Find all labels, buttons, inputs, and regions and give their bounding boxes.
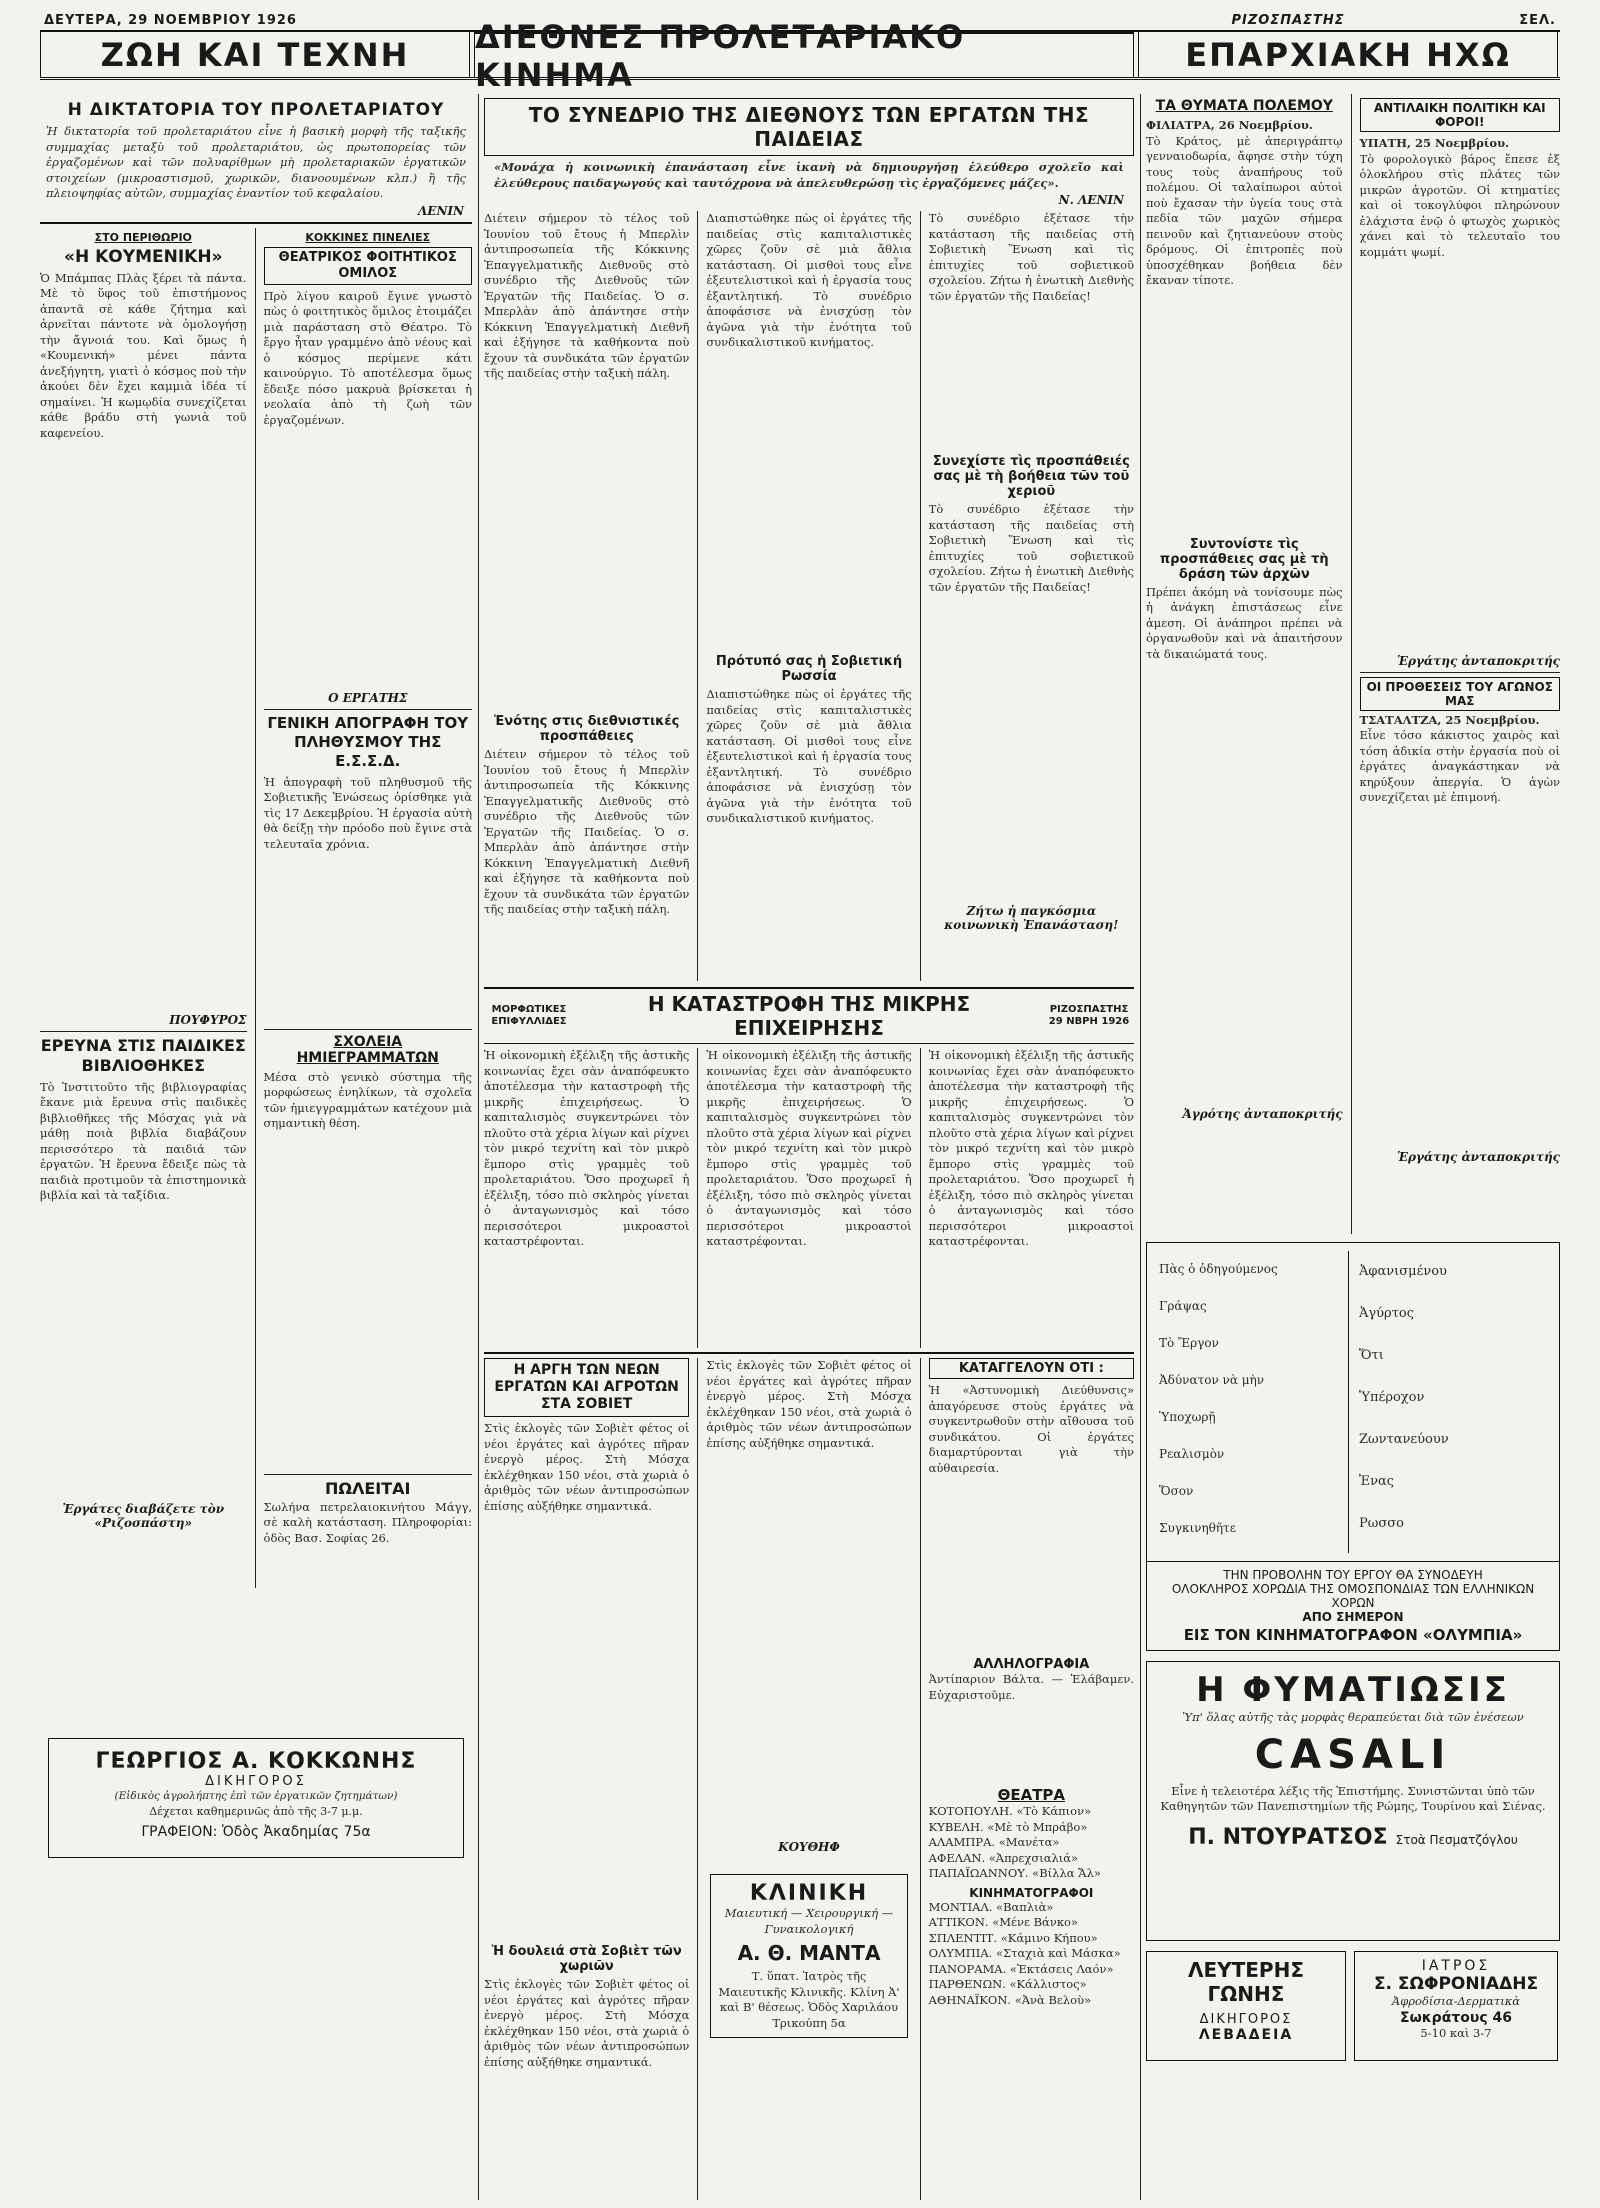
text-youth-soviets: Στὶς ἐκλογὲς τῶν Σοβιὲτ φέτος οἱ νέοι ἐργάτες καὶ ἀγρότες πῆραν ἐνεργὸ μέρος. Στὴ Μόσχα ἐκλέχθηκαν 150 νέοι, στὰ χωριὰ ὁ ἀριθμὸς τῶν νέων ἀντιπροσώπων ἐπίσης αὐξήθηκε σημαντικά. <box>484 1421 690 1513</box>
title-for-sale: ΠΩΛΕΙΤΑΙ <box>325 1478 411 1498</box>
headline-youth-soviets: Η ΑΡΓΗ ΤΩΝ ΝΕΩΝ ΕΡΓΑΤΩΝ ΚΑΙ ΑΓΡΟΤΩΝ ΣΤΑ ΣΟΒΙΕΤ <box>484 1358 689 1417</box>
masthead-proletarian-movement: ΔΙΕΘΝΕΣ ΠΡΟΛΕΤΑΡΙΑΚΟ ΚΙΝΗΜΑ <box>474 32 1134 77</box>
quote-signature: ΛΕΝΙΝ <box>417 203 464 218</box>
tb-title: Η ΦΥΜΑΤΙΩΣΙΣ <box>1196 1670 1510 1710</box>
dateline-tsataltza: ΤΣΑΤΑΛΤΖΑ, 25 Νοεμβρίου. <box>1359 712 1540 727</box>
crisis-text-c: Ἡ οἰκονομικὴ ἐξέλιξη τῆς ἀστικῆς κοινωνίας ἔχει σὰν ἀναπόφευκτο ἀποτέλεσμα τὴν καταστροφὴ τῆς μικρῆς ἐπιχειρήσεως. Ὁ καπιταλισμὸς συγκεντρώνει τὸν πλοῦτο στὰ χέρια λίγων καὶ ρίχνει τὸν μικρό τεχνίτη καὶ τὸν μικρὸ ἔμπορο στὶς γραμμὲς τοῦ προλεταριάτου. Ὅσο προχωρεῖ ἡ ἐξέλιξη, τόσο πιὸ σκληρὸς γίνεται ὁ ἀνταγωνισμὸς καὶ τόσο περισσότεροι μικροαστοὶ καταστρέφονται. <box>928 1048 1134 1248</box>
col1-right <box>264 228 472 1588</box>
lawyer-ad-kokkonis <box>48 1738 464 1858</box>
divider <box>1360 672 1560 673</box>
lawyer-city: ΛΕΒΑΔΕΙΑ <box>1198 2027 1294 2043</box>
signature-worker: Ο ΕΡΓΑΤΗΣ <box>328 690 408 705</box>
cinema-item: ΠΑΝΟΡΑΜΑ. «Ἐκτάσεις Λαόν» <box>928 1961 1114 1976</box>
doctor-role: ΙΑΤΡΟΣ <box>1421 1958 1491 1974</box>
youth-subhead: Ἡ δουλειά στὰ Σοβιὲτ τῶν χωριῶν <box>491 1944 682 1974</box>
newspaper-page <box>40 10 1560 2200</box>
headline-small-business: Η ΚΑΤΑΣΤΡΟΦΗ ΤΗΣ ΜΙΚΡΗΣ ΕΠΙΧΕΙΡΗΣΗΣ <box>647 992 971 1040</box>
section-international <box>484 94 1134 2200</box>
theatre-item: ΑΦΕΛΑΝ. «Ἀπρεχσιαλιά» <box>928 1850 1079 1865</box>
text-war-victims: Τὸ Κράτος, μὲ ἀπεριγράπτῳ γενναιοδωρία, ἄφησε στὴν τύχη τους τοὺς ἀναπήρους τοῦ πολέμου. Οἱ ταλαίπωροι αὐτοὶ ποὺ ἔχασαν τὴν ὑγεία τους στὰ πεδία τῶν μαχῶν σήμερα πεινοῦν καὶ ζητιανεύουν στοὺς δρόμους. Οἱ ἐπιτροπὲς ποὺ ὑποσχέθηκαν βοήθεια δὲν ἔκαναν τίποτε. <box>1146 133 1343 287</box>
poster-line: Γράψας <box>1159 1299 1207 1313</box>
ad-note: (Εἰδικὸς ἀγρολήπτης ἐπὶ τῶν ἐργατικῶν ζητημάτων) <box>114 1789 398 1802</box>
poster-line: Ὑποχωρῇ <box>1159 1410 1216 1424</box>
vertical-rule <box>920 211 921 981</box>
title-koumeniki: «Η ΚΟΥΜΕΝΙΚΗ» <box>64 246 223 267</box>
congress-col-c <box>929 211 1134 981</box>
doctor-ad <box>1354 1951 1558 2061</box>
tb-dist-address: Στοὰ Πεσματζόγλου <box>1395 1832 1518 1847</box>
poster-left <box>1159 1251 1349 1553</box>
tb-distributor <box>1155 1825 1551 1850</box>
poster-line: Ρωσσο <box>1359 1516 1404 1531</box>
theatre-list <box>929 1804 1134 1882</box>
vertical-rule <box>478 94 479 2200</box>
lower-middle <box>484 1358 1134 2200</box>
text-denounce: Ἡ «Ἀστυνομικὴ Διεύθυνσις» ἀπαγόρευσε στοὺς ἐργάτες νὰ συγκεντρωθοῦν στὴν αἴθουσα τοῦ συνδικάτου. Οἱ ἐργάτες διαμαρτύρονται γιὰ τὴν αὐθαιρεσία. <box>928 1383 1134 1475</box>
text-census: Ἡ ἀπογραφὴ τοῦ πληθυσμοῦ τῆς Σοβιετικῆς Ἑνώσεως ὁρίσθηκε γιὰ τὶς 17 Δεκεμβρίου. Ἡ ἐργασία αὐτὴ θὰ δείξῃ τὴν πρόοδο ποὺ ἔγινε στὰ τελευταῖα χρόνια. <box>263 774 472 851</box>
subhead-margin: ΣΤΟ ΠΕΡΙΘΩΡΙΟ <box>94 230 192 244</box>
crisis-label-left: ΜΟΡΦΩΤΙΚΕΣ ΕΠΙΦΥΛΛΙΔΕΣ <box>491 1004 567 1027</box>
cinema-item: ΜΟΝΤΙΑΛ. «Βαπλιὰ» <box>928 1899 1054 1914</box>
poster-line: Ὅτι <box>1359 1348 1384 1363</box>
congress-body <box>484 211 1134 981</box>
headline-cinemas: ΚΙΝΗΜΑΤΟΓΡΑΦΟΙ <box>969 1885 1094 1900</box>
congress-subhead-a: Ἑνότης στις διεθνιστικές προσπάθειες <box>493 714 680 744</box>
cinema-item: ΣΠΛΕΝΤΙΤ. «Κάμινο Κήπου» <box>928 1930 1098 1945</box>
ad-office: ΓΡΑΦΕΙΟΝ: Ὁδὸς Ἀκαδημίας 75α <box>141 1823 371 1840</box>
poster-line: Συγκινηθῆτε <box>1159 1521 1236 1535</box>
clinic-doctor: Α. Θ. ΜΑΝΤΑ <box>737 1941 881 1965</box>
congress-epigraph: «Μονάχα ἡ κοινωνικὴ ἐπανάσταση εἶνε ἱκανὴ νὰ δημιουργήσῃ ἐλεύθερο σχολεῖο καὶ ἐλεύθερους παιδαγωγούς καὶ ταυτόχρονα νὰ ἀπελευθερώσῃ τὶς ἐργαζόμενες μάζες». <box>494 160 1124 190</box>
congress-subhead-c: Συνεχίστε τὶς προσπάθειές σας μὲ τὴ βοήθεια τῶν τοῦ χεριοῦ <box>932 454 1130 499</box>
paper-name: ΡΙΖΟΣΠΑΣΤΗΣ <box>1231 12 1345 28</box>
headline-taxes: ΑΝΤΙΛΑΙΚΗ ΠΟΛΙΤΙΚΗ ΚΑΙ ΦΟΡΟΙ! <box>1360 98 1560 132</box>
congress-text-3: Τὸ συνέδριο ἐξέτασε τὴν κατάσταση τῆς παιδείας στὴ Σοβιετικὴ Ἕνωση καὶ τὶς ἐπιτυχίες τοῦ σοβιετικοῦ σχολείου. Ζήτω ἡ ἑνωτικὴ Διεθνὴς τῶν ἐργατῶν τῆς Παιδείας! <box>928 211 1134 303</box>
divider <box>264 1474 472 1475</box>
doctor-name: Σ. ΣΩΦΡΟΝΙΑΔΗΣ <box>1373 1974 1539 1994</box>
crisis-text-a: Ἡ οἰκονομικὴ ἐξέλιξη τῆς ἀστικῆς κοινωνίας ἔχει σὰν ἀναπόφευκτο ἀποτέλεσμα τὴν καταστροφὴ τῆς μικρῆς ἐπιχειρήσεως. Ὁ καπιταλισμὸς συγκεντρώνει τὸν πλοῦτο στὰ χέρια λίγων καὶ ρίχνει τὸν μικρό τεχνίτη καὶ τὸν μικρὸ ἔμπορο στὶς γραμμὲς τοῦ προλεταριάτου. Ὅσο προχωρεῖ ἡ ἐξέλιξη, τόσο πιὸ σκληρὸς γίνεται ὁ ἀνταγωνισμὸς καὶ τόσο περισσότεροι μικροαστοὶ καταστρέφονται. <box>484 1048 690 1248</box>
tb-brand: CASALI <box>1254 1731 1452 1778</box>
vertical-rule <box>255 228 256 1588</box>
crisis-header <box>484 987 1134 1044</box>
signature-poufyros: ΠΟΥΦΥΡΟΣ <box>169 1012 247 1027</box>
lawyer-ad-gonis <box>1146 1951 1346 2061</box>
headline-denounce: ΚΑΤΑΓΓΕΛΟΥΝ ΟΤΙ : <box>929 1358 1134 1379</box>
film-poster <box>1146 1242 1560 1562</box>
choir-announcement <box>1146 1562 1560 1651</box>
title-census: ΓΕΝΙΚΗ ΑΠΟΓΡΑΦΗ ΤΟΥ ΠΛΗΘΥΣΜΟΥ ΤΗΣ Ε.Σ.Σ.Δ. <box>267 713 469 770</box>
masthead-life-and-art: ΖΩΗ ΚΑΙ ΤΕΧΝΗ <box>40 32 470 77</box>
theatre-item: ΠΑΠΑΪΩΑΝΝΟΥ. «Βίλλα Ἄλ» <box>928 1866 1101 1880</box>
lawyer-role: ΔΙΚΗΓΟΡΟΣ <box>1199 2012 1293 2027</box>
title-student-theatre: ΘΕΑΤΡΙΚΟΣ ΦΟΙΤΗΤΙΚΟΣ ΟΜΙΛΟΣ <box>264 247 472 285</box>
congress-text-1: Διέτειν σήμερον τὸ τέλος τοῦ Ἰουνίου τοῦ ἔτους ἡ Μπερλὶν ἀντιπροσωπεία τῆς Κόκκινης Ἐπαγγελματικῆς Διεθνοῦς στὸ συνέδριο τῆς Διεθνοῦς τῶν Ἐργατῶν τῆς Παιδείας. Ὁ σ. Μπερλὰν ἀπὸ ἀπάντησε στὴν Κόκκινη Ἐπαγγελματικὴ Διεθνῆ καὶ ἐξήγησε τὰ καθήκοντα ποὺ ἔχουν τὰ συνδικάτα τῶν ἐργατῶν τῆς παιδείας στὴν ταξικὴ πάλη. <box>484 211 690 380</box>
tb-dist-name: Π. ΝΤΟΥΡΑΤΣΟΣ <box>1188 1824 1388 1850</box>
headline-war-victims: ΤΑ ΘΥΜΑΤΑ ΠΟΛΕΜΟΥ <box>1155 98 1333 114</box>
war-victims-column <box>1146 94 1343 1234</box>
tb-subtitle: Ὑπ' ὅλας αὐτῆς τὰς μορφὰς θεραπεύεται διὰ τῶν ἐνέσεων <box>1182 1710 1524 1724</box>
vertical-rule <box>920 1048 921 1348</box>
casali-ad <box>1146 1661 1560 1941</box>
vertical-rule <box>1140 94 1141 2200</box>
war-victims-subhead: Συντονίστε τὶς προσπάθειες σας μὲ τὴ δράση τῶν ἀρχῶν <box>1159 536 1329 582</box>
vertical-rule <box>697 1358 698 2200</box>
crisis-body <box>484 1048 1134 1348</box>
text-youth-soviets-c: Στὶς ἐκλογὲς τῶν Σοβιὲτ φέτος οἱ νέοι ἐργάτες καὶ ἀγρότες πῆραν ἐνεργὸ μέρος. Στὴ Μόσχα ἐκλέχθηκαν 150 νέοι, στὰ χωριὰ ὁ ἀριθμὸς τῶν νέων ἀντιπροσώπων ἐπίσης αὐξήθηκε σημαντικά. <box>706 1358 912 1450</box>
page-label: ΣΕΛ. <box>1519 12 1556 28</box>
text-koumeniki: Ὁ Μπάμπας Πλὰς ξέρει τὰ πάντα. Μὲ τὸ ὕφος τοῦ ἐπιστήμονος ἀπαντᾶ σὲ κάθε ζήτημα καὶ ἀρνεῖται πάντοτε νὰ ὁμολογήσῃ τὴν ἄγνοιά του. Καὶ ὅμως ἡ «Κουμενική» μένει πάντα ἀνεξήγητη, γιατὶ ὁ κόσμος ποὺ τὴν ἀκούει δὲν ἔχει καμμιὰ ἰδέα τί σημαίνει. Ἡ κωμῳδία συνεχίζεται κάθε βράδυ στὴ γωνιὰ τοῦ καφενείου. <box>40 270 247 440</box>
text-youth-soviets-b: Στὶς ἐκλογὲς τῶν Σοβιὲτ φέτος οἱ νέοι ἐργάτες καὶ ἀγρότες πῆραν ἐνεργὸ μέρος. Στὴ Μόσχα ἐκλέχθηκαν 150 νέοι, στὰ χωριὰ ὁ ἀριθμὸς τῶν νέων ἀντιπροσώπων ἐπίσης αὐξήθηκε σημαντικά. <box>484 1977 690 2069</box>
ad-name: ΓΕΩΡΓΙΟΣ Α. ΚΟΚΚΩΝΗΣ <box>95 1748 417 1774</box>
headline-theatres: ΘΕΑΤΡΑ <box>997 1786 1066 1804</box>
masthead-provincial-echo: ΕΠΑΡΧΙΑΚΗ ΗΧΩ <box>1138 32 1558 77</box>
theatre-item: ΚΥΒΕΛΗ. «Μὲ τὸ Μπράβο» <box>928 1819 1088 1834</box>
subhead-red-brushes: ΚΟΚΚΙΝΕΣ ΠΙΝΕΛΙΕΣ <box>305 230 431 244</box>
dateline-filiatra: ΦΙΛΙΑΤΡΑ, 26 Νοεμβρίου. <box>1146 118 1313 132</box>
text-correspondence: Ἀντίπαριον Βάλτα. — Ἐλάβαμεν. Εὐχαριστοῦμε. <box>928 1672 1134 1702</box>
congress-text-3b: Τὸ συνέδριο ἐξέτασε τὴν κατάσταση τῆς παιδείας στὴ Σοβιετικὴ Ἕνωση καὶ τὶς ἐπιτυχίες τοῦ σοβιετικοῦ σχολείου. Ζήτω ἡ ἑνωτικὴ Διεθνὴς τῶν ἐργατῶν τῆς Παιδείας! <box>928 502 1134 594</box>
text-taxes: Τὸ φορολογικὸ βάρος ἔπεσε ἐξ ὁλοκλήρου στὶς πλάτες τῶν μικρῶν ἀγροτῶν. Οἱ κτηματίες καὶ οἱ τοκογλύφοι πληρώνουν ἐλάχιστα ἐνῷ ὁ φτωχὸς χωρικὸς χάνει καὶ τὸ τελευταῖο του κομμάτι ψωμί. <box>1359 151 1560 259</box>
doctor-specialty: Ἀφροδίσια-Δερματικὰ <box>1391 1994 1521 2008</box>
clinic-subtitle: Μαιευτική — Χειρουργική — Γυναικολογική <box>724 1906 894 1936</box>
vertical-rule <box>1351 94 1352 1234</box>
poster-line: Ρεαλισμὸν <box>1159 1447 1225 1461</box>
cinema-item: ΟΛΥΜΠΙΑ. «Σταχιὰ καὶ Μάσκα» <box>928 1946 1121 1960</box>
congress-col-b <box>706 211 911 981</box>
section-provincial <box>1146 94 1560 2200</box>
vertical-rule <box>697 1048 698 1348</box>
war-victims-signature: Ἀγρότης ἀνταποκριτής <box>1182 1106 1343 1121</box>
event-line-3: ΑΠΟ ΣΗΜΕΡΟΝ <box>1302 1610 1404 1624</box>
poster-line: Ὅσον <box>1159 1484 1194 1498</box>
text-struggle: Εἶνε τόσο κάκιστος χαιρὸς καὶ τόση ἀδικία στὴν ἐργασία ποὺ οἱ ἐργάτες ἀναγκάστηκαν νὰ κηρύξουν ἀπεργία. Ὁ ἀγὼν συνεχίζεται μὲ ἐπιμονή. <box>1359 728 1560 804</box>
clinic-details: Τ. ὕπατ. Ἰατρὸς τῆς Μαιευτικῆς Κλινικῆς. Κλίνη Ἀ' καὶ Β' θέσεως. Ὁδὸς Χαριλάου Τρικούπη 5α <box>718 1969 900 2030</box>
text-literacy-schools: Μέσα στὸ γενικὸ σύστημα τῆς μορφώσεως ἐνηλίκων, τὰ σχολεῖα τῶν ἡμιεγγραμμάτων κατέχουν μιὰ σημαντικὴ θέση. <box>263 1069 472 1130</box>
section-life-and-art <box>40 94 472 2200</box>
date-line: ΔΕΥΤΕΡΑ, 29 ΝΟΕΜΒΡΙΟΥ 1926 <box>44 12 297 28</box>
event-line-1: ΤΗΝ ΠΡΟΒΟΛΗΝ ΤΟΥ ΕΡΓΟΥ ΘΑ ΣΥΝΟΔΕΥΗ <box>1223 1568 1483 1582</box>
clinic-title: ΚΛΙΝΙΚΗ <box>749 1881 869 1906</box>
doctor-hours: 5-10 καὶ 3-7 <box>1420 2025 1492 2040</box>
ad-role: ΔΙΚΗΓΟΡΟΣ <box>205 1773 307 1789</box>
notices-column <box>929 1358 1134 2200</box>
lawyer-name: ΛΕΥΤΕΡΗΣ ΓΩΝΗΣ <box>1188 1958 1304 2006</box>
title-library-survey: ΕΡΕΥΝΑ ΣΤΙΣ ΠΑΙΔΙΚΕΣ ΒΙΒΛΙΟΘΗΚΕΣ <box>40 1035 246 1075</box>
cinema-item: ΑΤΤΙΚΟΝ. «Μένε Βάνκο» <box>928 1915 1078 1929</box>
poster-line: Ἀγύρτος <box>1359 1306 1415 1321</box>
divider <box>40 1031 247 1032</box>
headline-dictatorship: Η ΔΙΚΤΑΤΟΡΙΑ ΤΟΥ ΠΡΟΛΕΤΑΡΙΑΤΟΥ <box>67 100 445 120</box>
bottom-ads <box>1146 1951 1560 2061</box>
divider <box>484 1352 1134 1354</box>
text-student-theatre: Πρὸ λίγου καιροῦ ἔγινε γνωστὸ πὼς ὁ φοιτητικὸς ὅμιλος ἑτοιμάζει μιὰ παράσταση στὸ Θέατρο. Τὸ ἔργο ἦταν γραμμένο ἀπὸ νέους καὶ ὁ κόσμος περίμενε κάτι καινούργιο. Τὸ αποτέλεσμα ὅμως ἔδειξε πόσο μακρυὰ βρίσκεται ἡ νεολαία ἀπὸ τὴ ζωὴ τῶν ἐργαζομένων. <box>263 288 472 427</box>
congress-subhead-b: Πρότυπό σας ἡ Σοβιετική Ρωσσία <box>715 654 903 684</box>
poster-line: Ζωντανεύουν <box>1359 1432 1449 1447</box>
vertical-rule <box>920 1358 921 2200</box>
poster-line: Πὰς ὁ ὁδηγούμενος <box>1159 1262 1278 1276</box>
theatre-item: ΑΛΑΜΠΡΑ. «Μανέτα» <box>928 1835 1060 1849</box>
youth-column <box>484 1358 689 2200</box>
divider <box>264 709 472 710</box>
headline-correspondence: ΑΛΛΗΛΟΓΡΑΦΙΑ <box>973 1657 1090 1672</box>
columns <box>40 94 1560 2200</box>
vertical-rule <box>697 211 698 981</box>
poster-line: Ὑπέροχον <box>1359 1390 1425 1405</box>
ad-hours: Δέχεται καθημερινῶς ἀπὸ τῆς 3-7 μ.μ. <box>149 1805 363 1818</box>
youth-column-2 <box>706 1358 911 2200</box>
poster-line: Τὸ Ἔργον <box>1159 1336 1219 1350</box>
taxes-column <box>1360 94 1560 1234</box>
cinema-item: ΑΘΗΝΑΪΚΟΝ. «Ἀνὰ Βελοὺ» <box>928 1992 1092 2007</box>
dateline-ypati: ΥΠΑΤΗ, 25 Νοεμβρίου. <box>1359 136 1510 150</box>
lenin-quote: Ἡ δικτατορία τοῦ προλεταριάτου εἶνε ἡ βασικὴ μορφὴ τῆς ταξικῆς συμμαχίας μεταξὺ τοῦ προλεταριάτου, ὡς πρωτοπορείας τῶν ἐργαζομένων καὶ τῶν πολυαρίθμων μὴ προλεταριακῶν ἐργατικῶν στοιχείων (μικροαστισμοῦ, χωρικῶν, διανοουμένων κλπ.) ἢ τῆς πλειοψηφίας αὐτῶν, συμμαχίας ἐναντίον τοῦ κεφαλαίου. <box>46 124 466 200</box>
cinema-item: ΠΑΡΘΕΝΩΝ. «Κάλλιστος» <box>928 1977 1087 1991</box>
headline-congress: ΤΟ ΣΥΝΕΔΡΙΟ ΤΗΣ ΔΙΕΘΝΟΥΣ ΤΩΝ ΕΡΓΑΤΩΝ ΤΗΣ ΠΑΙΔΕΙΑΣ <box>484 98 1134 156</box>
poster-line: Ἐνας <box>1359 1474 1395 1489</box>
cinema-list <box>929 1900 1134 2009</box>
congress-text-2b: Διαπιστώθηκε πὼς οἱ ἐργάτες τῆς παιδείας στὶς καπιταλιστικὲς χῶρες ζοῦν σὲ μιὰ ἄθλια κατάσταση. Οἱ μισθοὶ τους εἶνε ἐξευτελιστικοὶ καὶ ἡ ἐργασία τους ἐξαντλητική. Τὸ συνέδριο ἀποφάσισε νὰ ἐνισχύσῃ τὸν ἀγῶνα γιὰ τὴν ἑνότητα τοῦ συνδικαλιστικοῦ κινήματος. <box>706 687 912 825</box>
text-war-victims-b: Πρέπει ἀκόμη νὰ τονίσουμε πὼς ἡ ἀνάγκη ἐπιστάσεως εἶνε ἀμεση. Οἱ ἀνάπηροι πρέπει νὰ ὀργανωθοῦν καὶ νὰ ἀπαιτήσουν τὰ δικαιώματά τους. <box>1146 584 1343 661</box>
event-line-2: ΟΛΟΚΛΗΡΟΣ ΧΟΡΩΔΙΑ ΤΗΣ ΟΜΟΣΠΟΝΔΙΑΣ ΤΩΝ ΕΛΛΗΝΙΚΩΝ ΧΟΡΩΝ <box>1171 1582 1535 1610</box>
text-library-survey: Τὸ Ἰνστιτοῦτο τῆς βιβλιογραφίας ἔκανε μιὰ ἔρευνα στὶς παιδικὲς βιβλιοθῆκες τῆς Μόσχας γιὰ νὰ μάθῃ ποιὰ βιβλία διαβάζουν περισσότερο τὰ παιδιά τῶν ἐργατῶν. Ἡ ἔρευνα ἔδειξε πὼς τὰ παιδιὰ προτιμοῦν τὰ ἐπιστημονικὰ βιβλία καὶ τὰ ταξίδια. <box>40 1079 247 1202</box>
congress-text-2: Διαπιστώθηκε πὼς οἱ ἐργάτες τῆς παιδείας στὶς καπιταλιστικὲς χῶρες ζοῦν σὲ μιὰ ἄθλια κατάσταση. Οἱ μισθοὶ τους εἶνε ἐξευτελιστικοὶ καὶ ἡ ἐργασία τους ἐξαντλητική. Τὸ συνέδριο ἀποφάσισε νὰ ἐνισχύσῃ τὸν ἀγῶνα γιὰ τὴν ἑνότητα τοῦ συνδικαλιστικοῦ κινήματος. <box>706 211 912 349</box>
crisis-text-b: Ἡ οἰκονομικὴ ἐξέλιξη τῆς ἀστικῆς κοινωνίας ἔχει σὰν ἀναπόφευκτο ἀποτέλεσμα τὴν καταστροφὴ τῆς μικρῆς ἐπιχειρήσεως. Ὁ καπιταλισμὸς συγκεντρώνει τὸν πλοῦτο στὰ χέρια λίγων καὶ ρίχνει τὸν μικρό τεχνίτη καὶ τὸν μικρὸ ἔμπορο στὶς γραμμὲς τοῦ προλεταριάτου. Ὅσο προχωρεῖ ἡ ἐξέλιξη, τόσο πιὸ σκληρὸς γίνεται ὁ ἀνταγωνισμὸς καὶ τόσο περισσότεροι μικροαστοὶ καταστρέφονται. <box>706 1048 912 1248</box>
headline-struggle: ΟΙ ΠΡΟΘΕΣΕΙΣ ΤΟΥ ΑΓΩΝΟΣ ΜΑΣ <box>1360 677 1560 711</box>
struggle-signature: Ἐργάτης ἀνταποκριτής <box>1397 1150 1560 1164</box>
library-slogan: Ἐργάτες διαβάζετε τὸν «Ριζοσπάστη» <box>62 1501 225 1530</box>
event-line-4: ΕΙΣ ΤΟΝ ΚΙΝΗΜΑΤΟΓΡΑΦΟΝ «ΟΛΥΜΠΙΑ» <box>1183 1626 1523 1644</box>
col1-split <box>40 228 472 1588</box>
divider <box>264 1029 472 1030</box>
youth-signature: ΚΟΥΘΗΦ <box>778 1840 840 1854</box>
doctor-address: Σωκράτους 46 <box>1400 2009 1512 2026</box>
text-for-sale: Σωλήνα πετρελαιοκινήτου Μάγγ, σὲ καλὴ κατάσταση. Πληροφορίαι: ὁδὸς Βασ. Σοφίας 26. <box>263 1499 472 1545</box>
epigraph-signature: Ν. ΛΕΝΙΝ <box>1058 193 1124 207</box>
congress-text-1b: Διέτειν σήμερον τὸ τέλος τοῦ Ἰουνίου τοῦ ἔτους ἡ Μπερλὶν ἀντιπροσωπεία τῆς Κόκκινης Ἐπαγγελματικῆς Διεθνοῦς στὸ συνέδριο τῆς Διεθνοῦς τῶν Ἐργατῶν τῆς Παιδείας. Ὁ σ. Μπερλὰν ἀπὸ ἀπάντησε στὴν Κόκκινη Ἐπαγγελματικὴ Διεθνῆ καὶ ἐξήγησε τὰ καθήκοντα ποὺ ἔχουν τὰ συνδικάτα τῶν ἐργατῶν τῆς παιδείας στὴν ταξικὴ πάλη. <box>484 747 690 916</box>
col1-left <box>40 228 247 1588</box>
congress-col-a <box>484 211 689 981</box>
title-literacy-schools: ΣΧΟΛΕΙΑ ΗΜΙΕΓΡΑΜΜΑΤΩΝ <box>296 1033 439 1066</box>
tb-text: Εἶνε ἡ τελειοτέρα λέξις τῆς Ἐπιστήμης. Συνιστῶνται ὑπὸ τῶν Καθηγητῶν τῶν Πανεπιστημίων τῆς Ρώμης, Τουρίνου καὶ Σιένας. <box>1160 1783 1546 1813</box>
taxes-signature: Ἐργάτης ἀνταποκριτής <box>1397 653 1560 668</box>
theatre-item: ΚΟΤΟΠΟΥΛΗ. «Τὸ Κάπιον» <box>928 1804 1092 1818</box>
crisis-label-right: ΡΙΖΟΣΠΑΣΤΗΣ 29 ΝΒΡΗ 1926 <box>1048 1004 1130 1027</box>
poster-line: Ἀδύνατον νὰ μὴν <box>1159 1373 1265 1387</box>
poster-line: Ἀφανισμένου <box>1359 1264 1447 1279</box>
col3-top <box>1146 94 1560 1234</box>
divider <box>40 222 472 224</box>
clinic-ad <box>710 1874 907 2038</box>
poster-right <box>1359 1251 1547 1553</box>
congress-closing: Ζήτω ἡ παγκόσμια κοινωνικὴ Ἐπανάσταση! <box>944 904 1119 932</box>
